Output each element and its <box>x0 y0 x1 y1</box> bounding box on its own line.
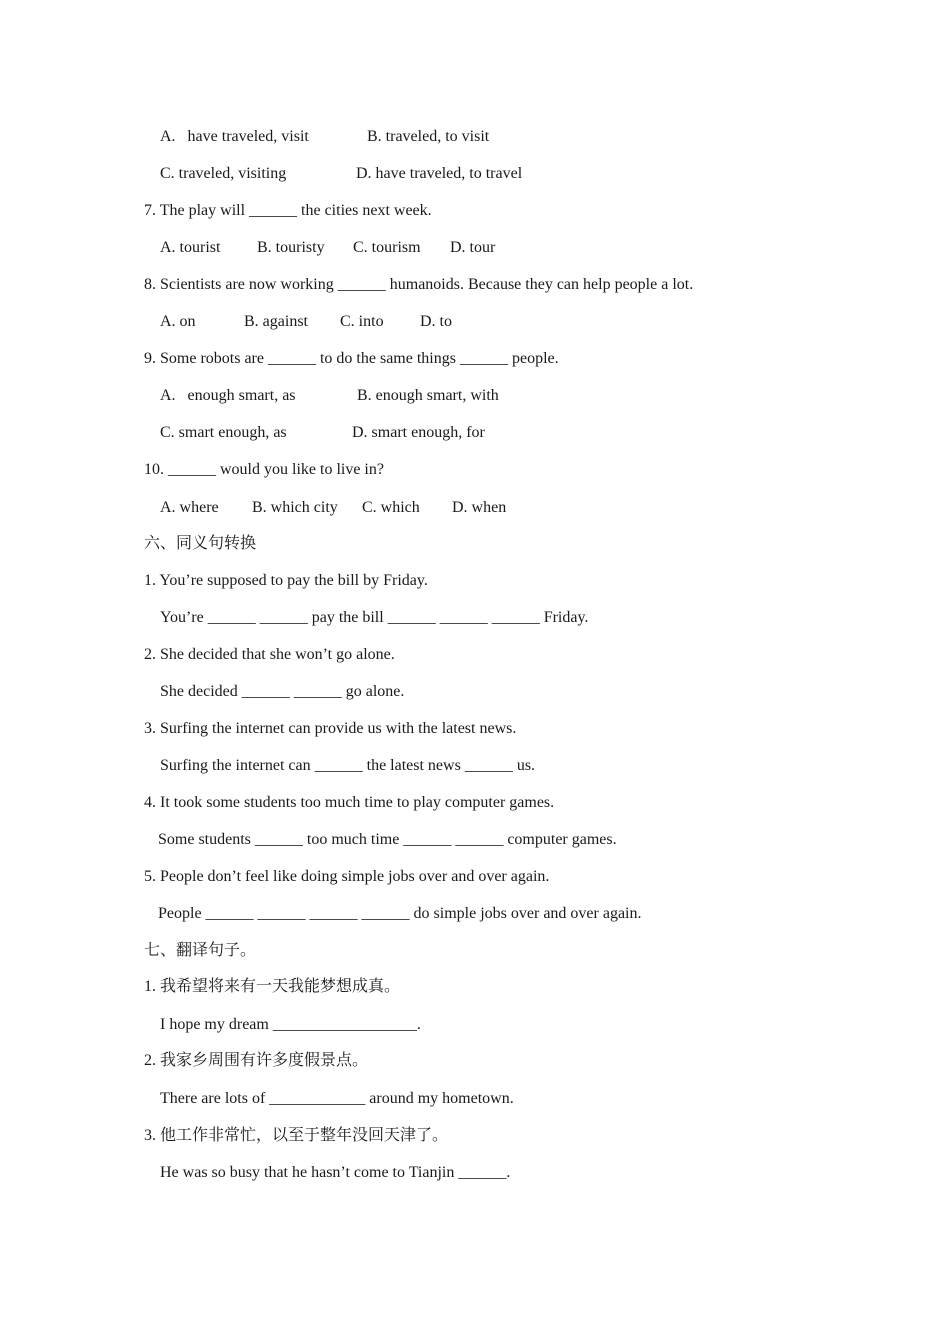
q8-option-b: B. against <box>244 313 308 330</box>
s6-item1-original: 1. You’re supposed to pay the bill by Friday. <box>144 572 428 589</box>
section6-heading: 六、同义句转换 <box>144 535 257 552</box>
q8-option-c: C. into <box>340 313 384 330</box>
q10-option-b: B. which city <box>252 499 338 516</box>
q8-stem: 8. Scientists are now working ______ humanoids. Because they can help people a lot. <box>144 276 694 293</box>
s6-item1-rewrite: You’re ______ ______ pay the bill ______ ______ ______ Friday. <box>160 609 589 626</box>
q7-option-c: C. tourism <box>353 239 421 256</box>
s6-item4-original: 4. It took some students too much time to play computer games. <box>144 794 555 811</box>
q7-option-a: A. tourist <box>160 239 221 256</box>
s6-item3-original: 3. Surfing the internet can provide us with the latest news. <box>144 720 517 737</box>
s7-item2-chinese: 2. 我家乡周围有许多度假景点。 <box>144 1052 369 1069</box>
q7-option-d: D. tour <box>450 239 496 256</box>
s6-item5-original: 5. People don’t feel like doing simple jobs over and over again. <box>144 868 550 885</box>
q9-option-a: A. enough smart, as <box>160 387 296 404</box>
q6-option-d: D. have traveled, to travel <box>356 165 523 182</box>
s7-item3-english: He was so busy that he hasn’t come to Tianjin ______. <box>160 1164 511 1181</box>
q7-option-b: B. touristy <box>257 239 325 256</box>
q10-stem: 10. ______ would you like to live in? <box>144 461 384 478</box>
section7-heading: 七、翻译句子。 <box>144 942 257 959</box>
s7-item1-chinese: 1. 我希望将来有一天我能梦想成真。 <box>144 978 401 995</box>
s7-item1-english: I hope my dream __________________. <box>160 1016 421 1033</box>
s6-item2-rewrite: She decided ______ ______ go alone. <box>160 683 405 700</box>
q9-option-b: B. enough smart, with <box>357 387 499 404</box>
s6-item3-rewrite: Surfing the internet can ______ the latest news ______ us. <box>160 757 536 774</box>
s7-item3-chinese: 3. 他工作非常忙，以至于整年没回天津了。 <box>144 1127 449 1144</box>
q10-option-d: D. when <box>452 499 507 516</box>
q9-option-c: C. smart enough, as <box>160 424 287 441</box>
q6-option-c: C. traveled, visiting <box>160 165 287 182</box>
s6-item4-rewrite: Some students ______ too much time ______ ______ computer games. <box>158 831 617 848</box>
q10-option-c: C. which <box>362 499 420 516</box>
s6-item2-original: 2. She decided that she won’t go alone. <box>144 646 395 663</box>
q7-stem: 7. The play will ______ the cities next week. <box>144 202 432 219</box>
q9-stem: 9. Some robots are ______ to do the same things ______ people. <box>144 350 559 367</box>
q8-option-d: D. to <box>420 313 452 330</box>
q6-option-b: B. traveled, to visit <box>367 128 490 145</box>
s7-item2-english: There are lots of ____________ around my hometown. <box>160 1090 514 1107</box>
q8-option-a: A. on <box>160 313 196 330</box>
q9-option-d: D. smart enough, for <box>352 424 485 441</box>
q10-option-a: A. where <box>160 499 219 516</box>
s6-item5-rewrite: People ______ ______ ______ ______ do simple jobs over and over again. <box>158 905 642 922</box>
q6-option-a: A. have traveled, visit <box>160 128 309 145</box>
